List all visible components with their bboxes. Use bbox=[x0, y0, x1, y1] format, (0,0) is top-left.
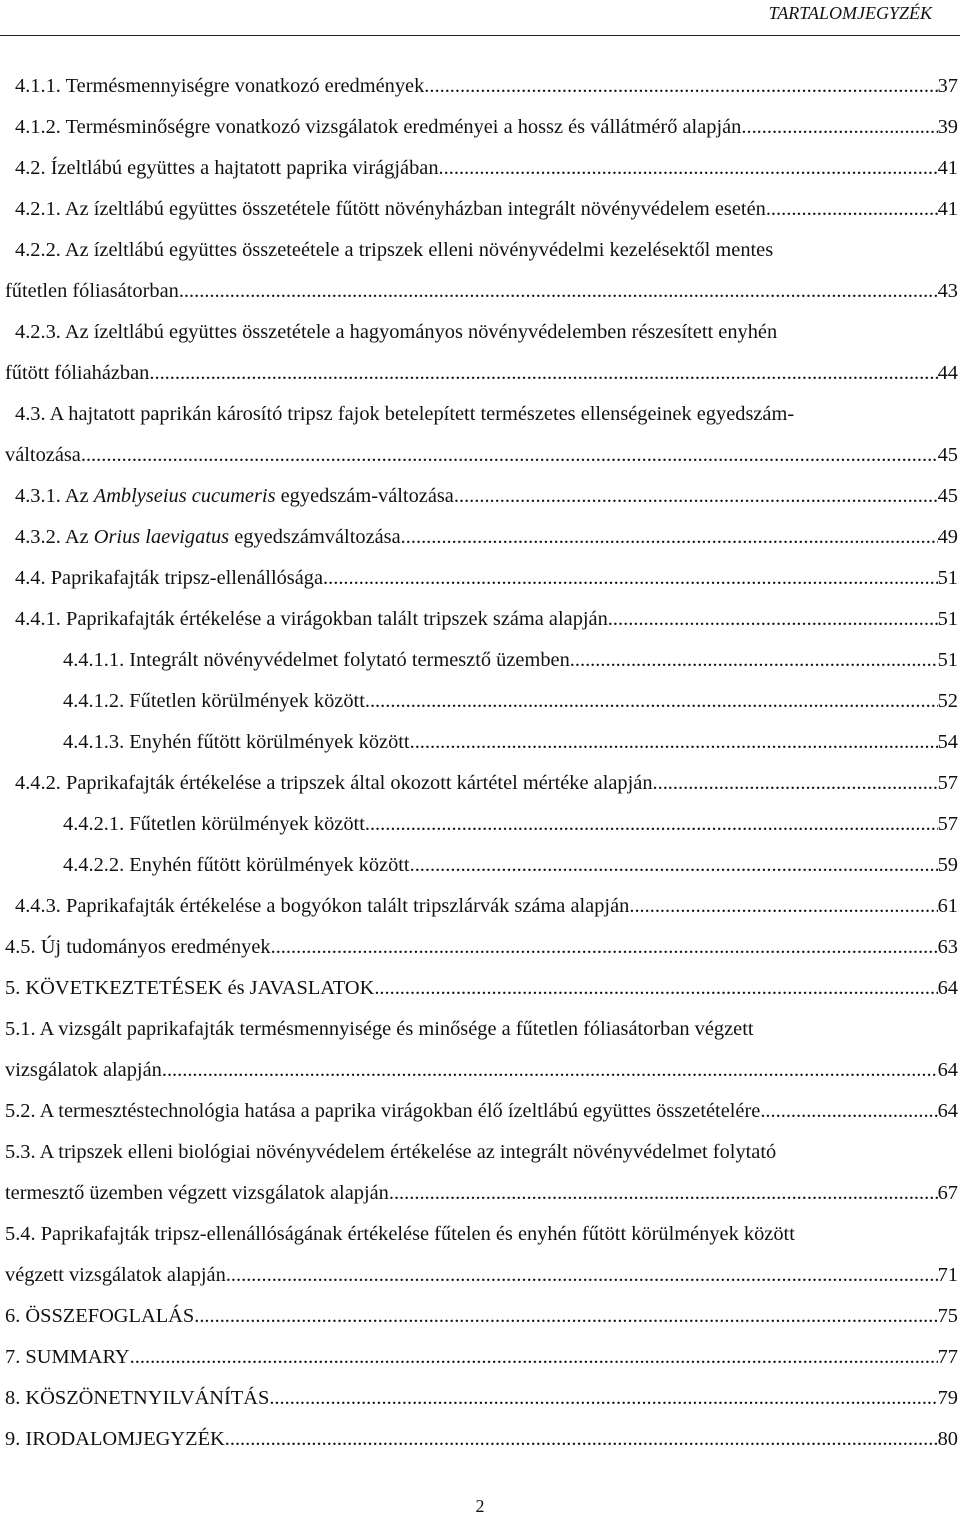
toc-entry-first-line bbox=[0, 312, 958, 353]
running-header: TARTALOMJEGYZÉK bbox=[768, 3, 932, 23]
toc-entry-title-text: Paprikafajták értékelése a virágokban talált tripszek száma alapján bbox=[66, 608, 608, 630]
toc-entry-number: 4.4.3. bbox=[15, 895, 61, 917]
toc-entry-title-text: Paprikafajták értékelése a bogyókon talált tripszlárvák száma alapján bbox=[66, 895, 630, 917]
toc-leader-dots bbox=[629, 886, 937, 927]
toc-entry-number: 4.4.1.2. bbox=[63, 690, 125, 712]
toc-entry-line bbox=[0, 1419, 958, 1460]
toc-leader-dots bbox=[365, 804, 938, 845]
toc-entry-line bbox=[0, 353, 958, 394]
toc-entry-title-text: termesztő üzemben végzett vizsgálatok alapján bbox=[5, 1182, 389, 1204]
toc-entry-title bbox=[15, 148, 439, 189]
toc-entry-title-first: A tripszek elleni biológiai növényvédelem értékelése az integrált növényvédelmet folytató bbox=[39, 1141, 777, 1163]
toc-entry-page: 67 bbox=[937, 1182, 958, 1204]
toc-leader-dots bbox=[225, 1419, 938, 1460]
toc-leader-dots bbox=[741, 107, 937, 148]
toc-entry-title bbox=[15, 66, 424, 107]
toc-entry-title-text: SUMMARY bbox=[25, 1346, 130, 1368]
toc-entry-species-name: Orius laevigatus bbox=[93, 526, 230, 548]
toc-entry[interactable] bbox=[0, 148, 958, 189]
toc-entry-title bbox=[5, 271, 179, 312]
toc-entry-line bbox=[0, 640, 958, 681]
toc-leader-dots bbox=[439, 148, 938, 189]
toc-entry-page: 63 bbox=[937, 936, 958, 958]
toc-entry-page: 51 bbox=[937, 608, 958, 630]
toc-entry-line bbox=[0, 435, 958, 476]
toc-entry-title bbox=[5, 1337, 130, 1378]
toc-entry-number: 8. bbox=[5, 1387, 21, 1409]
toc-entry-number: 4.2.3. bbox=[15, 321, 61, 343]
toc-entry-line bbox=[0, 1173, 958, 1214]
toc-entry-page: 45 bbox=[937, 444, 958, 466]
toc-entry-first-line bbox=[0, 1214, 958, 1255]
toc-entry-page: 44 bbox=[937, 362, 958, 384]
toc-entry-number: 5.4. bbox=[5, 1223, 36, 1245]
toc-entry-title-prefix: Az bbox=[64, 526, 94, 548]
toc-entry-title-text: fűtött fóliaházban bbox=[5, 362, 150, 384]
toc-entry-page: 41 bbox=[937, 198, 958, 220]
toc-entry-title-prefix: Az bbox=[64, 485, 94, 507]
toc-entry-title bbox=[15, 558, 323, 599]
toc-entry-line bbox=[0, 107, 958, 148]
toc-leader-dots bbox=[653, 763, 938, 804]
toc-entry-number: 9. bbox=[5, 1428, 21, 1450]
toc-entry-line bbox=[0, 804, 958, 845]
toc-entry-title bbox=[5, 435, 81, 476]
toc-entry[interactable] bbox=[0, 763, 958, 804]
toc-entry-line bbox=[0, 1255, 958, 1296]
toc-leader-dots bbox=[766, 189, 938, 230]
toc-entry-page: 79 bbox=[937, 1387, 958, 1409]
toc-entry-page: 61 bbox=[937, 895, 958, 917]
toc-entry-title bbox=[5, 1091, 760, 1132]
toc-entry-title-text: Az ízeltlábú együttes összetétele fűtött növényházban integrált növényvédelem esetén bbox=[64, 198, 766, 220]
header-rule bbox=[0, 35, 960, 36]
toc-entry-title-text: változása bbox=[5, 444, 81, 466]
toc-leader-dots bbox=[162, 1050, 938, 1091]
toc-entry-line bbox=[0, 722, 958, 763]
toc-entry-number: 4.3. bbox=[15, 403, 46, 425]
toc-entry[interactable] bbox=[0, 107, 958, 148]
toc-entry-title bbox=[5, 1173, 389, 1214]
toc-entry-title bbox=[5, 1050, 162, 1091]
toc-entry[interactable] bbox=[0, 312, 958, 394]
toc-entry-number: 4.4.2.2. bbox=[63, 854, 125, 876]
toc-entry-line bbox=[0, 968, 958, 1009]
toc-entry-title-text: ÖSSZEFOGLALÁS bbox=[25, 1305, 195, 1327]
toc-entry-number: 4.4.2. bbox=[15, 772, 61, 794]
toc-entry-line bbox=[0, 517, 958, 558]
toc-entry-title bbox=[15, 886, 629, 927]
toc-entry[interactable] bbox=[0, 1419, 958, 1460]
toc-entry-page: 51 bbox=[937, 649, 958, 671]
toc-entry-title-text: Paprikafajták értékelése a tripszek által okozott kártétel mértéke alapján bbox=[66, 772, 653, 794]
toc-entry[interactable] bbox=[0, 558, 958, 599]
toc-entry-title bbox=[5, 1296, 194, 1337]
toc-entry-first-line bbox=[0, 1132, 958, 1173]
toc-entry-title bbox=[63, 804, 365, 845]
toc-entry-page: 49 bbox=[937, 526, 958, 548]
toc-entry-title-text: Enyhén fűtött körülmények között bbox=[129, 854, 410, 876]
toc-leader-dots bbox=[130, 1337, 938, 1378]
toc-entry-number: 4.5. bbox=[5, 936, 36, 958]
toc-entry-title bbox=[63, 640, 570, 681]
toc-entry[interactable] bbox=[0, 1132, 958, 1214]
toc-entry-title-first: A hajtatott paprikán károsító tripsz fajok betelepített természetes ellenségeinek egyedszám- bbox=[49, 403, 795, 425]
toc-entry[interactable] bbox=[0, 927, 958, 968]
toc-entry-title-text: A termesztéstechnológia hatása a paprika virágokban élő ízeltlábú együttes összetételére bbox=[39, 1100, 761, 1122]
page-number: 2 bbox=[475, 1496, 485, 1516]
toc-entry-number: 7. bbox=[5, 1346, 21, 1368]
toc-entry-title-text: fűtetlen fóliasátorban bbox=[5, 280, 179, 302]
toc-leader-dots bbox=[194, 1296, 937, 1337]
toc-entry-number: 4.4. bbox=[15, 567, 46, 589]
toc-entry-title bbox=[63, 845, 410, 886]
toc-leader-dots bbox=[389, 1173, 938, 1214]
toc-leader-dots bbox=[365, 681, 938, 722]
toc-entry-number: 5.2. bbox=[5, 1100, 36, 1122]
toc-entry-title-text: Paprikafajták tripsz-ellenállósága bbox=[50, 567, 324, 589]
toc-entry-line bbox=[0, 763, 958, 804]
toc-entry[interactable] bbox=[0, 804, 958, 845]
toc-entry-page: 52 bbox=[937, 690, 958, 712]
toc-leader-dots bbox=[454, 476, 938, 517]
toc-entry-line bbox=[0, 927, 958, 968]
toc-entry[interactable] bbox=[0, 681, 958, 722]
toc-entry-page: 39 bbox=[937, 116, 958, 138]
toc-entry-title-text: Termésmennyiségre vonatkozó eredmények bbox=[65, 75, 425, 97]
toc-entry[interactable] bbox=[0, 722, 958, 763]
toc-leader-dots bbox=[410, 722, 938, 763]
toc-entry-number: 4.4.1.3. bbox=[63, 731, 125, 753]
toc-entry-title bbox=[63, 681, 365, 722]
toc-entry-title bbox=[63, 722, 410, 763]
toc-leader-dots bbox=[608, 599, 938, 640]
toc-entry-title-text: egyedszám-változása bbox=[275, 485, 454, 507]
toc-entry-species-name: Amblyseius cucumeris bbox=[93, 485, 276, 507]
toc-entry-line bbox=[0, 1296, 958, 1337]
toc-entry-line bbox=[0, 189, 958, 230]
toc-entry-number: 5.3. bbox=[5, 1141, 36, 1163]
toc-entry-title-text: Fűtetlen körülmények között bbox=[129, 690, 365, 712]
toc-leader-dots bbox=[81, 435, 938, 476]
toc-entry-number: 4.1.1. bbox=[15, 75, 61, 97]
toc-entry[interactable] bbox=[0, 66, 958, 107]
toc-entry-title bbox=[15, 599, 608, 640]
toc-entry-title bbox=[5, 1419, 225, 1460]
toc-entry-number: 4.2.2. bbox=[15, 239, 61, 261]
toc-entry-line bbox=[0, 845, 958, 886]
toc-entry[interactable] bbox=[0, 1296, 958, 1337]
toc-entry-number: 4.3.2. bbox=[15, 526, 61, 548]
toc-leader-dots bbox=[410, 845, 938, 886]
toc-entry-page: 37 bbox=[937, 75, 958, 97]
toc-entry-number: 4.2.1. bbox=[15, 198, 61, 220]
toc-entry-line bbox=[0, 1378, 958, 1419]
toc-entry-number: 4.1.2. bbox=[15, 116, 61, 138]
toc-entry-number: 4.4.2.1. bbox=[63, 813, 125, 835]
toc-entry-page: 54 bbox=[937, 731, 958, 753]
toc-entry[interactable] bbox=[0, 599, 958, 640]
toc-entry-title-text: egyedszámváltozása bbox=[229, 526, 401, 548]
toc-entry-line bbox=[0, 1091, 958, 1132]
toc-entry-page: 57 bbox=[937, 772, 958, 794]
toc-entry[interactable] bbox=[0, 1378, 958, 1419]
toc-entry-title bbox=[15, 517, 401, 558]
toc-entry-page: 64 bbox=[937, 977, 958, 999]
toc-entry-title bbox=[15, 107, 741, 148]
toc-entry-title-text: IRODALOMJEGYZÉK bbox=[25, 1428, 225, 1450]
toc-entry-title-text: KÖSZÖNETNYILVÁNÍTÁS bbox=[25, 1387, 270, 1409]
toc-entry-number: 4.4.1.1. bbox=[63, 649, 125, 671]
toc-leader-dots bbox=[271, 927, 938, 968]
toc-entry[interactable] bbox=[0, 230, 958, 312]
toc-entry-title-text: KÖVETKEZTETÉSEK és JAVASLATOK bbox=[25, 977, 375, 999]
toc-entry[interactable] bbox=[0, 1009, 958, 1091]
toc-leader-dots bbox=[570, 640, 938, 681]
toc-entry-page: 51 bbox=[937, 567, 958, 589]
toc-entry-title bbox=[5, 1255, 226, 1296]
toc-leader-dots bbox=[226, 1255, 938, 1296]
toc-entry-page: 45 bbox=[937, 485, 958, 507]
toc-entry-title-first: Paprikafajták tripsz-ellenállóságának értékelése fűtelen és enyhén fűtött körülmények között bbox=[40, 1223, 795, 1245]
table-of-contents bbox=[0, 66, 958, 1460]
toc-entry-number: 4.2. bbox=[15, 157, 46, 179]
toc-entry[interactable] bbox=[0, 845, 958, 886]
toc-entry[interactable] bbox=[0, 886, 958, 927]
toc-entry-number: 4.3.1. bbox=[15, 485, 61, 507]
toc-entry[interactable] bbox=[0, 640, 958, 681]
toc-entry-page: 75 bbox=[937, 1305, 958, 1327]
toc-entry-title-first: A vizsgált paprikafajták termésmennyisége és minősége a fűtetlen fóliasátorban végzett bbox=[39, 1018, 754, 1040]
toc-entry-title bbox=[5, 353, 149, 394]
toc-entry-title-text: végzett vizsgálatok alapján bbox=[5, 1264, 226, 1286]
toc-entry-first-line bbox=[0, 1009, 958, 1050]
toc-entry-page: 43 bbox=[937, 280, 958, 302]
toc-entry-line bbox=[0, 681, 958, 722]
toc-leader-dots bbox=[401, 517, 938, 558]
toc-entry-page: 59 bbox=[937, 854, 958, 876]
toc-entry[interactable] bbox=[0, 189, 958, 230]
toc-entry[interactable] bbox=[0, 1214, 958, 1296]
toc-leader-dots bbox=[374, 968, 937, 1009]
toc-entry-line bbox=[0, 886, 958, 927]
toc-entry-number: 5. bbox=[5, 977, 21, 999]
toc-entry-title-text: Termésminőségre vonatkozó vizsgálatok eredményei a hossz és vállátmérő alapján bbox=[65, 116, 742, 138]
toc-entry-title-text: Enyhén fűtött körülmények között bbox=[129, 731, 410, 753]
toc-entry-page: 71 bbox=[937, 1264, 958, 1286]
toc-entry-line bbox=[0, 1050, 958, 1091]
toc-leader-dots bbox=[149, 353, 937, 394]
toc-entry-page: 77 bbox=[937, 1346, 958, 1368]
toc-entry-title bbox=[5, 968, 374, 1009]
toc-entry-line bbox=[0, 599, 958, 640]
toc-entry-title bbox=[15, 189, 766, 230]
toc-entry-first-line bbox=[0, 394, 958, 435]
toc-entry-page: 41 bbox=[937, 157, 958, 179]
toc-entry-page: 80 bbox=[937, 1428, 958, 1450]
toc-entry-page: 57 bbox=[937, 813, 958, 835]
toc-entry-title-text: Új tudományos eredmények bbox=[40, 936, 271, 958]
toc-entry-line bbox=[0, 66, 958, 107]
toc-entry-title bbox=[15, 763, 653, 804]
toc-entry[interactable] bbox=[0, 968, 958, 1009]
toc-entry-title-text: vizsgálatok alapján bbox=[5, 1059, 162, 1081]
toc-entry-title-text: Ízeltlábú együttes a hajtatott paprika virágjában bbox=[50, 157, 439, 179]
toc-entry-page: 64 bbox=[937, 1100, 958, 1122]
toc-entry-title bbox=[5, 1378, 269, 1419]
toc-entry-line bbox=[0, 271, 958, 312]
toc-entry-first-line bbox=[0, 230, 958, 271]
toc-leader-dots bbox=[760, 1091, 937, 1132]
toc-leader-dots bbox=[424, 66, 937, 107]
toc-leader-dots bbox=[179, 271, 938, 312]
toc-entry[interactable] bbox=[0, 517, 958, 558]
toc-entry-title-first: Az ízeltlábú együttes összeteétele a tripszek elleni növényvédelmi kezelésektől mentes bbox=[64, 239, 774, 261]
toc-entry-number: 6. bbox=[5, 1305, 21, 1327]
toc-entry-title-text: Integrált növényvédelmet folytató termesztő üzemben bbox=[129, 649, 570, 671]
toc-entry[interactable] bbox=[0, 394, 958, 476]
toc-entry-title bbox=[5, 927, 271, 968]
toc-entry-line bbox=[0, 476, 958, 517]
toc-entry-line bbox=[0, 1337, 958, 1378]
toc-leader-dots bbox=[269, 1378, 937, 1419]
toc-entry-number: 4.4.1. bbox=[15, 608, 61, 630]
toc-entry-title-text: Fűtetlen körülmények között bbox=[129, 813, 365, 835]
toc-entry-title-first: Az ízeltlábú együttes összetétele a hagyományos növényvédelemben részesített enyhén bbox=[64, 321, 778, 343]
toc-entry-number: 5.1. bbox=[5, 1018, 36, 1040]
toc-entry-page: 64 bbox=[937, 1059, 958, 1081]
toc-entry-title bbox=[15, 476, 454, 517]
toc-entry-line bbox=[0, 148, 958, 189]
toc-entry[interactable] bbox=[0, 1091, 958, 1132]
toc-entry[interactable] bbox=[0, 476, 958, 517]
toc-leader-dots bbox=[323, 558, 938, 599]
toc-entry-line bbox=[0, 558, 958, 599]
toc-entry[interactable] bbox=[0, 1337, 958, 1378]
